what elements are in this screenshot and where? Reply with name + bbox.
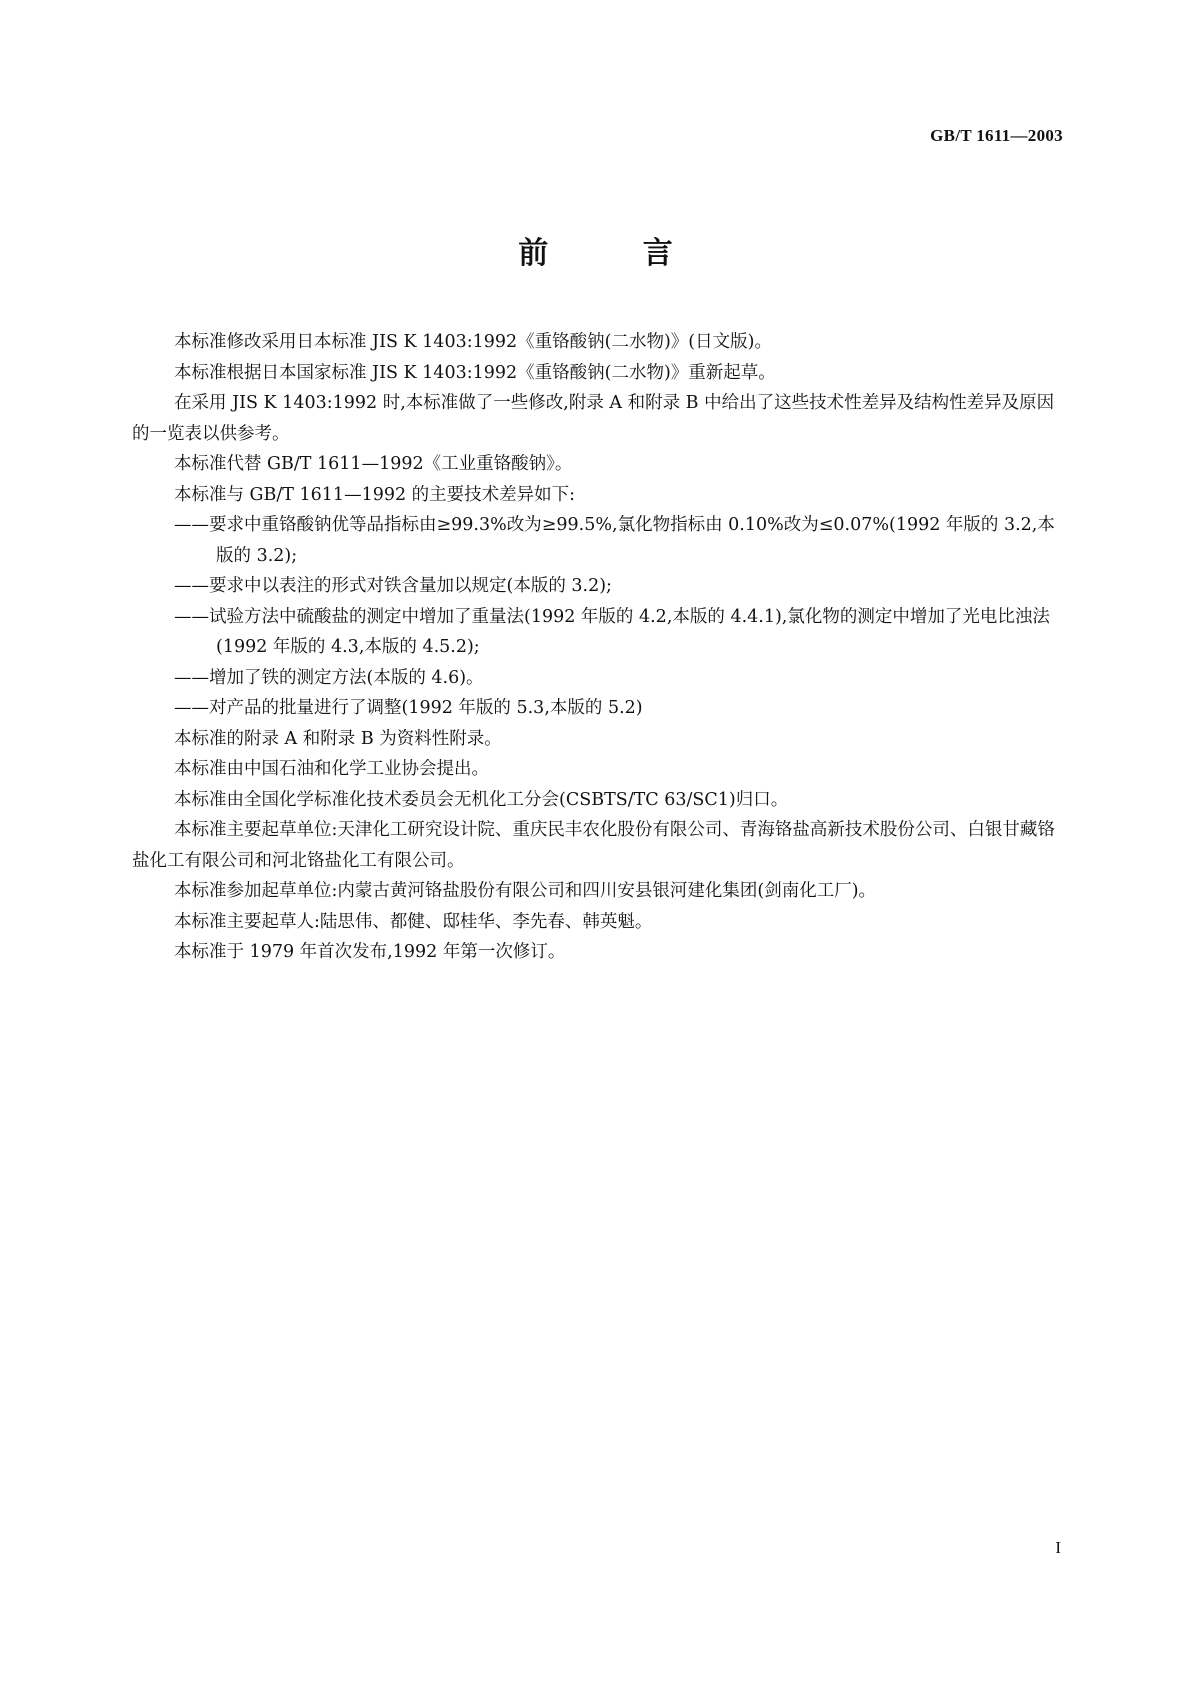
paragraph: 本标准参加起草单位:内蒙古黄河铬盐股份有限公司和四川安县银河建化集团(剑南化工厂)。: [174, 881, 877, 901]
standard-code: GB/T 1611—2003: [930, 126, 1063, 145]
paragraph: 本标准的附录 A 和附录 B 为资料性附录。: [174, 728, 502, 749]
paragraph: 本标准代替 GB/T 1611—1992《工业重铬酸钠》。: [174, 454, 573, 474]
paragraph: 本标准由中国石油和化学工业协会提出。: [174, 759, 489, 779]
paragraph: 本标准由全国化学标准化技术委员会无机化工分会(CSBTS/TC 63/SC1)归口。: [174, 789, 789, 810]
paragraph: 本标准与 GB/T 1611—1992 的主要技术差异如下:: [174, 484, 576, 505]
paragraph: 本标准根据日本国家标准 JIS K 1403:1992《重铬酸钠(二水物)》重新起草。: [174, 362, 776, 383]
dash-list-item: ——对产品的批量进行了调整(1992 年版的 5.3,本版的 5.2): [174, 698, 643, 718]
paragraph: 本标准修改采用日本标准 JIS K 1403:1992《重铬酸钠(二水物)》(日文版)。: [174, 332, 772, 352]
dash-list-item: ——试验方法中硫酸盐的测定中增加了重量法(1992 年版的 4.2,本版的 4.4.1),氯化物的测定中增加了光电比浊法(1992 年版的 4.3,本版的 4.5.2);: [174, 606, 1050, 657]
paragraph: 在采用 JIS K 1403:1992 时,本标准做了一些修改,附录 A 和附录 B 中给出了这些技术性差异及结构性差异及原因的一览表以供参考。: [132, 393, 1055, 444]
dash-list-item: ——增加了铁的测定方法(本版的 4.6)。: [174, 667, 484, 688]
paragraph: 本标准于 1979 年首次发布,1992 年第一次修订。: [174, 942, 566, 962]
foreword-body: [132, 327, 1062, 968]
paragraph: 本标准主要起草单位:天津化工研究设计院、重庆民丰农化股份有限公司、青海铬盐高新技术股份公司、白银甘藏铬盐化工有限公司和河北铬盐化工有限公司。: [132, 820, 1055, 871]
dash-list-item: ——要求中重铬酸钠优等品指标由≥99.3%改为≥99.5%,氯化物指标由 0.10%改为≤0.07%(1992 年版的 3.2,本版的 3.2);: [174, 515, 1055, 566]
page-number: I: [1055, 1538, 1061, 1557]
paragraph: 本标准主要起草人:陆思伟、都健、邸桂华、李先春、韩英魁。: [174, 911, 653, 932]
dash-list-item: ——要求中以表注的形式对铁含量加以规定(本版的 3.2);: [174, 576, 612, 596]
page-title: 前 言: [518, 236, 715, 271]
